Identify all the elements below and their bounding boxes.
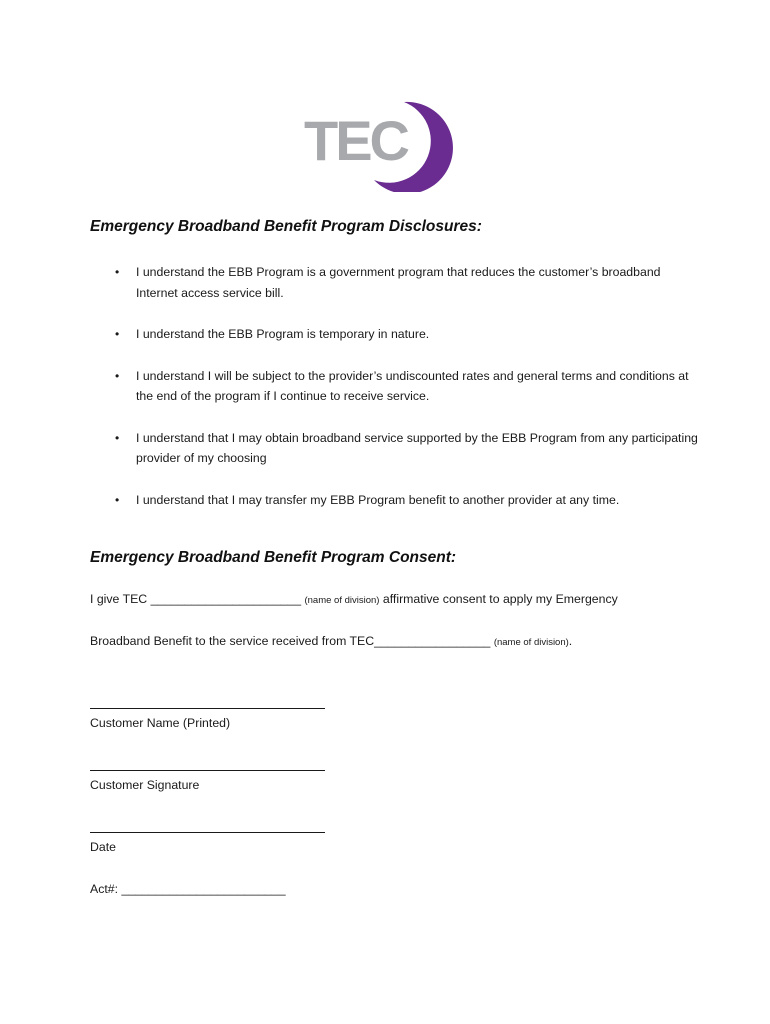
- list-item: [90, 324, 700, 345]
- underline: [90, 708, 325, 709]
- bullet-icon: •: [115, 265, 120, 279]
- disclosures-title: Emergency Broadband Benefit Program Disclosures:: [90, 218, 482, 235]
- consent-line-2: [90, 634, 572, 648]
- underline: [90, 832, 325, 833]
- list-item: [90, 366, 700, 407]
- consent-line-1: [90, 592, 618, 606]
- list-item-text: I understand the EBB Program is a government program that reduces the customer’s broadband Internet access service bill.: [136, 265, 661, 300]
- list-item-text: I understand I will be subject to the provider’s undiscounted rates and general terms and conditions at the end of the program if I continue to receive service.: [136, 368, 689, 403]
- date-label: Date: [90, 840, 116, 854]
- date-field-line[interactable]: [90, 832, 325, 833]
- bullet-icon: •: [115, 368, 120, 383]
- division-note: (name of division): [493, 637, 569, 648]
- account-number-field[interactable]: Act#: ________________________: [90, 882, 286, 896]
- logo-text: TEC: [304, 109, 407, 172]
- tec-logo: [300, 96, 468, 192]
- customer-name-field-line[interactable]: [90, 708, 325, 709]
- customer-signature-label: Customer Signature: [90, 778, 200, 792]
- consent-line-1-suffix: affirmative consent to apply my Emergency: [382, 592, 618, 606]
- list-item-text: I understand the EBB Program is temporary in nature.: [136, 327, 430, 341]
- disclosures-list: [90, 262, 700, 531]
- consent-line-2-prefix: Broadband Benefit to the service received from TEC_________________: [90, 634, 491, 648]
- customer-signature-field-line[interactable]: [90, 770, 325, 771]
- consent-title: Emergency Broadband Benefit Program Consent:: [90, 549, 457, 566]
- list-item-text: I understand that I may obtain broadband service supported by the EBB Program from any participating provider of my choosing: [136, 430, 698, 465]
- list-item-text: I understand that I may transfer my EBB Program benefit to another provider at any time.: [136, 492, 620, 507]
- division-note: (name of division): [304, 595, 380, 606]
- bullet-icon: •: [115, 430, 120, 445]
- tec-logo-graphic: [300, 96, 468, 192]
- consent-line-1-prefix: I give TEC ______________________: [90, 592, 302, 606]
- list-item: [90, 262, 700, 303]
- bullet-icon: •: [115, 492, 120, 507]
- list-item: [90, 490, 700, 511]
- list-item: [90, 428, 700, 469]
- underline: [90, 770, 325, 771]
- bullet-icon: •: [115, 327, 120, 341]
- customer-name-label: Customer Name (Printed): [90, 716, 231, 730]
- consent-line-2-suffix: .: [568, 634, 573, 648]
